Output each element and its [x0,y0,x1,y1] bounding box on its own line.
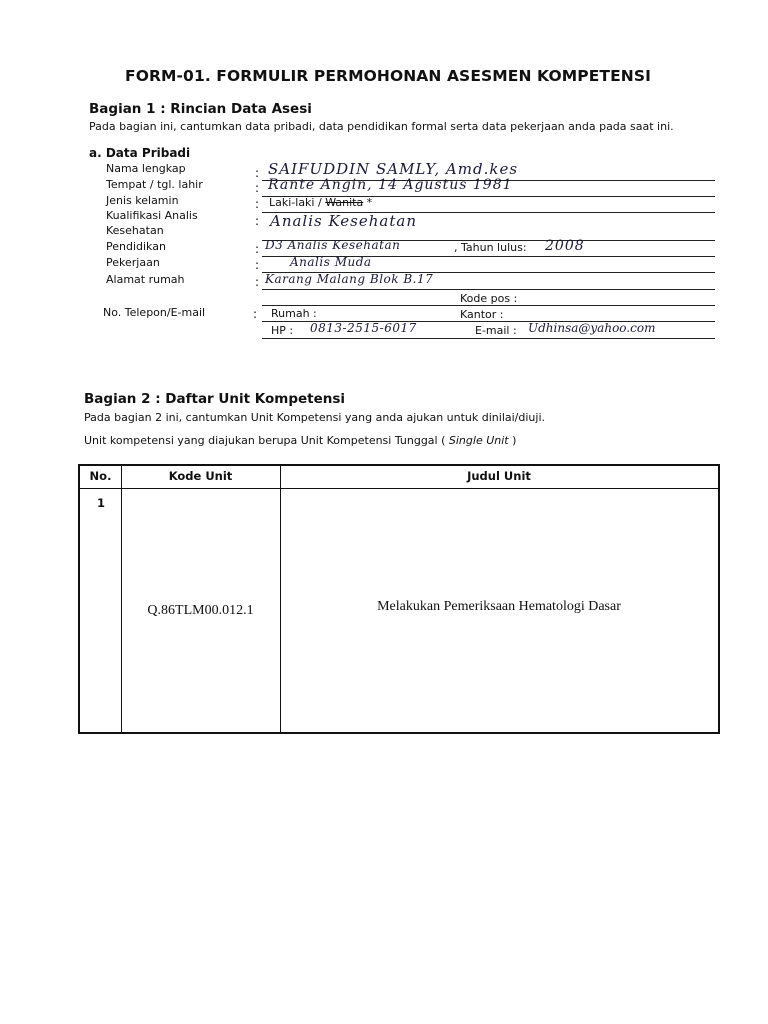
label-name: Nama lengkap [106,162,186,175]
section2-heading: Bagian 2 : Daftar Unit Kompetensi [84,391,346,407]
hp-label: HP : [271,324,294,337]
value-email: Udhinsa@yahoo.com [528,321,656,335]
postal-label: Kode pos : [460,292,518,305]
colon-address: : [255,275,260,289]
email-label: E-mail : [475,324,517,337]
col-divider-1 [121,466,122,732]
personal-data-heading: a. Data Pribadi [89,146,191,160]
office-phone-label: Kantor : [460,308,504,321]
label-birth: Tempat / tgl. lahir [106,178,203,191]
value-address: Karang Malang Blok B.17 [265,272,434,286]
colon-phone: : [253,307,258,321]
colon-name: : [255,166,260,180]
underline-postal [262,305,715,306]
label-qualification-1: Kualifikasi Analis [106,209,198,222]
value-gender [269,196,372,209]
grad-year-label: , Tahun lulus: [454,241,527,254]
unit-table [78,464,720,734]
section1-description: Pada bagian ini, cantumkan data pribadi, data pendidikan formal serta data pekerjaan anda pada saat ini. [89,120,674,133]
unit-type-line [84,434,516,447]
unit-type-prefix: Unit kompetensi yang diajukan berupa Unit Kompetensi Tunggal ( [84,434,449,447]
value-qualification: Analis Kesehatan [270,212,417,230]
row-1-no: 1 [97,496,106,510]
row-1-title: Melakukan Pemeriksaan Hematologi Dasar [377,599,621,614]
colon-birth: : [255,181,260,195]
section1-heading: Bagian 1 : Rincian Data Asesi [89,101,312,117]
label-qualification-2: Kesehatan [106,224,164,237]
form-title: FORM-01. FORMULIR PERMOHONAN ASESMEN KOMPETENSI [125,67,651,85]
label-address: Alamat rumah [106,273,185,286]
header-code: Kode Unit [168,469,233,483]
value-education: D3 Analis Kesehatan [265,238,401,252]
underline-address [262,289,715,290]
value-birth: Rante Angin, 14 Agustus 1981 [268,177,513,193]
gender-mark: * [363,196,373,209]
label-phone: No. Telepon/E-mail [103,306,206,319]
value-name: SAIFUDDIN SAMLY, Amd.kes [268,160,519,178]
label-job: Pekerjaan [106,256,160,269]
label-gender: Jenis kelamin [106,194,179,207]
label-education: Pendidikan [106,240,166,253]
unit-type-suffix: ) [508,434,517,447]
header-no: No. [89,469,112,483]
home-phone-label: Rumah : [271,307,317,320]
colon-qualification: : [255,214,260,228]
header-title: Judul Unit [467,469,531,483]
colon-gender: : [255,197,260,211]
unit-type-italic: Single Unit [448,434,509,447]
gender-male: Laki-laki / [269,196,326,209]
value-grad-year: 2008 [545,238,585,254]
section2-description: Pada bagian 2 ini, cantumkan Unit Kompetensi yang anda ajukan untuk dinilai/diuji. [84,411,546,424]
row-1-code: Q.86TLM00.012.1 [147,603,254,618]
underline-hp [262,338,715,339]
colon-job: : [255,258,260,272]
colon-education: : [255,242,260,256]
value-hp: 0813-2515-6017 [310,321,417,335]
gender-female: Wanita [325,196,364,209]
value-job: Analis Muda [290,255,372,269]
